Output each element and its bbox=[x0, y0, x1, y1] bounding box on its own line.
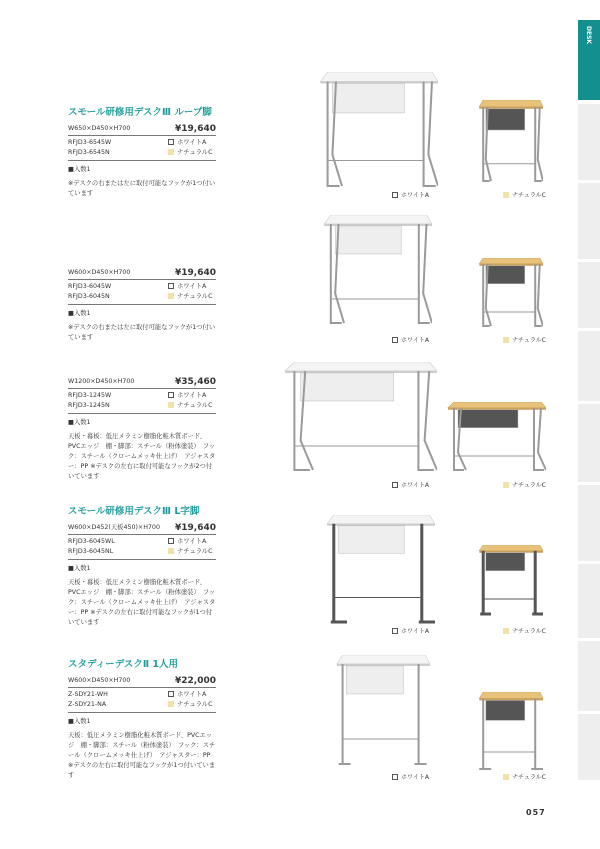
dimensions: W1200×D450×H700 bbox=[68, 378, 135, 385]
color-name: ナチュラルC bbox=[177, 293, 213, 300]
natural-swatch-icon bbox=[168, 293, 174, 299]
product-title: スモール研修用デスクⅢ L字脚 bbox=[68, 506, 200, 517]
caption-white: ホワイトA bbox=[392, 626, 429, 635]
natural-swatch-icon bbox=[503, 337, 509, 343]
caption-natural: ナチュラルC bbox=[503, 626, 546, 635]
dimensions: W600×D450×H700 bbox=[68, 677, 131, 684]
sidebar-tab[interactable] bbox=[578, 262, 600, 328]
quantity: ■入数1 bbox=[68, 565, 91, 572]
price: ¥19,640 bbox=[175, 124, 216, 134]
white-swatch-icon bbox=[392, 482, 398, 488]
quantity: ■入数1 bbox=[68, 718, 91, 725]
product-codes bbox=[68, 389, 216, 414]
white-desk-image bbox=[322, 215, 432, 327]
natural-swatch-icon bbox=[503, 774, 509, 780]
dimensions: W600×D452(天板450)×H700 bbox=[68, 524, 160, 531]
product-description: ※デスクの右または左に取付可能なフックが1つ付いています bbox=[68, 324, 216, 341]
spec-row bbox=[68, 124, 216, 136]
white-swatch-icon bbox=[392, 774, 398, 780]
product-title: スタディーデスクⅡ 1人用 bbox=[68, 659, 179, 670]
spec-row bbox=[68, 523, 216, 535]
product-codes bbox=[68, 280, 216, 305]
white-desk-image bbox=[318, 72, 438, 190]
color-name: ナチュラルC bbox=[177, 701, 213, 708]
caption-white: ホワイトA bbox=[392, 190, 429, 199]
color-name: ホワイトA bbox=[177, 392, 207, 399]
dimensions: W650×D450×H700 bbox=[68, 125, 131, 132]
product-code: RFJD3-6045N bbox=[68, 293, 110, 300]
product-code: Z-SDY21-WH bbox=[68, 691, 108, 698]
white-swatch-icon bbox=[168, 139, 174, 145]
natural-desk-image bbox=[446, 402, 546, 474]
product-info bbox=[68, 124, 216, 199]
product-codes bbox=[68, 535, 216, 560]
sidebar-tab-desk[interactable]: DESK bbox=[578, 20, 600, 100]
caption-natural: ナチュラルC bbox=[503, 190, 546, 199]
white-swatch-icon bbox=[168, 538, 174, 544]
natural-swatch-icon bbox=[503, 628, 509, 634]
dimensions: W600×D450×H700 bbox=[68, 269, 131, 276]
natural-desk-image bbox=[478, 545, 543, 617]
natural-swatch-icon bbox=[168, 548, 174, 554]
white-desk-image bbox=[282, 362, 437, 474]
caption-natural: ナチュラルC bbox=[503, 772, 546, 781]
product-code: RFJD3-6545N bbox=[68, 149, 110, 156]
natural-swatch-icon bbox=[503, 192, 509, 198]
caption-white: ホワイトA bbox=[392, 772, 429, 781]
spec-row bbox=[68, 377, 216, 389]
product-info bbox=[68, 377, 216, 482]
white-swatch-icon bbox=[168, 283, 174, 289]
white-swatch-icon bbox=[168, 691, 174, 697]
caption-natural: ナチュラルC bbox=[503, 335, 546, 344]
page-number: 057 bbox=[526, 808, 546, 817]
sidebar-tab[interactable] bbox=[578, 104, 600, 180]
color-name: ホワイトA bbox=[177, 691, 207, 698]
product-title: スモール研修用デスクⅢ ループ脚 bbox=[68, 107, 212, 118]
natural-desk-image bbox=[478, 692, 543, 772]
product-info bbox=[68, 268, 216, 343]
caption-white: ホワイトA bbox=[392, 480, 429, 489]
natural-desk-image bbox=[478, 100, 543, 185]
product-code: RFJD3-1245N bbox=[68, 402, 110, 409]
spec-row bbox=[68, 268, 216, 280]
sidebar-tab[interactable] bbox=[578, 714, 600, 780]
natural-swatch-icon bbox=[168, 149, 174, 155]
product-code: RFJD3-6545W bbox=[68, 139, 112, 146]
color-name: ナチュラルC bbox=[177, 548, 213, 555]
color-name: ナチュラルC bbox=[177, 402, 213, 409]
white-desk-image bbox=[335, 655, 430, 767]
natural-swatch-icon bbox=[168, 701, 174, 707]
color-name: ホワイトA bbox=[177, 283, 207, 290]
spec-row bbox=[68, 676, 216, 688]
quantity: ■入数1 bbox=[68, 419, 91, 426]
price: ¥19,640 bbox=[175, 268, 216, 278]
product-description: 天板：低圧メラミン樹脂化粧木質ボード、PVCエッジ 棚・脚部：スチール（粉体塗装） フック：スチール（クロームメッキ仕上げ） アジャスター：PP ※デスクの左右に取付可能なフックが1つ付いています bbox=[68, 732, 216, 779]
product-info bbox=[68, 523, 216, 628]
product-code: Z-SDY21-NA bbox=[68, 701, 107, 708]
color-name: ホワイトA bbox=[177, 538, 207, 545]
quantity: ■入数1 bbox=[68, 310, 91, 317]
product-code: RFJD3-1245W bbox=[68, 392, 112, 399]
product-description: ※デスクの右または左に取付可能なフックが1つ付いています bbox=[68, 180, 216, 197]
sidebar-tab[interactable] bbox=[578, 485, 600, 561]
product-code: RFJD3-6045W bbox=[68, 283, 112, 290]
product-code: RFJD3-6045NL bbox=[68, 548, 114, 555]
white-swatch-icon bbox=[392, 192, 398, 198]
sidebar-tab[interactable] bbox=[578, 641, 600, 711]
caption-natural: ナチュラルC bbox=[503, 480, 546, 489]
product-codes bbox=[68, 688, 216, 713]
natural-swatch-icon bbox=[503, 482, 509, 488]
sidebar-tab[interactable] bbox=[578, 331, 600, 401]
product-description: 天板・幕板：低圧メラミン樹脂化粧木質ボード、PVCエッジ 棚・脚部：スチール（粉体塗装） フック：スチール（クロームメッキ仕上げ） アジャスター：PP ※デスクの左右に取付可能なフックが2つ付いています bbox=[68, 433, 216, 480]
product-description: 天板・幕板：低圧メラミン樹脂化粧木質ボード、PVCエッジ 棚・脚部：スチール（粉体塗装） フック：スチール（クロームメッキ仕上げ） アジャスター：PP ※デスクの左右に取付可能なフックが1つ付いています bbox=[68, 579, 216, 626]
color-name: ナチュラルC bbox=[177, 149, 213, 156]
sidebar-tab[interactable] bbox=[578, 183, 600, 259]
white-swatch-icon bbox=[168, 392, 174, 398]
white-swatch-icon bbox=[392, 628, 398, 634]
price: ¥19,640 bbox=[175, 523, 216, 533]
color-name: ホワイトA bbox=[177, 139, 207, 146]
price: ¥22,000 bbox=[175, 676, 216, 686]
natural-swatch-icon bbox=[168, 402, 174, 408]
product-codes bbox=[68, 136, 216, 161]
sidebar-tab[interactable] bbox=[578, 564, 600, 638]
product-info bbox=[68, 676, 216, 781]
white-desk-image bbox=[325, 515, 435, 625]
white-swatch-icon bbox=[392, 337, 398, 343]
sidebar-tab[interactable] bbox=[578, 404, 600, 482]
natural-desk-image bbox=[478, 258, 543, 330]
price: ¥35,460 bbox=[175, 377, 216, 387]
quantity: ■入数1 bbox=[68, 166, 91, 173]
caption-white: ホワイトA bbox=[392, 335, 429, 344]
product-code: RFJD3-6045WL bbox=[68, 538, 115, 545]
